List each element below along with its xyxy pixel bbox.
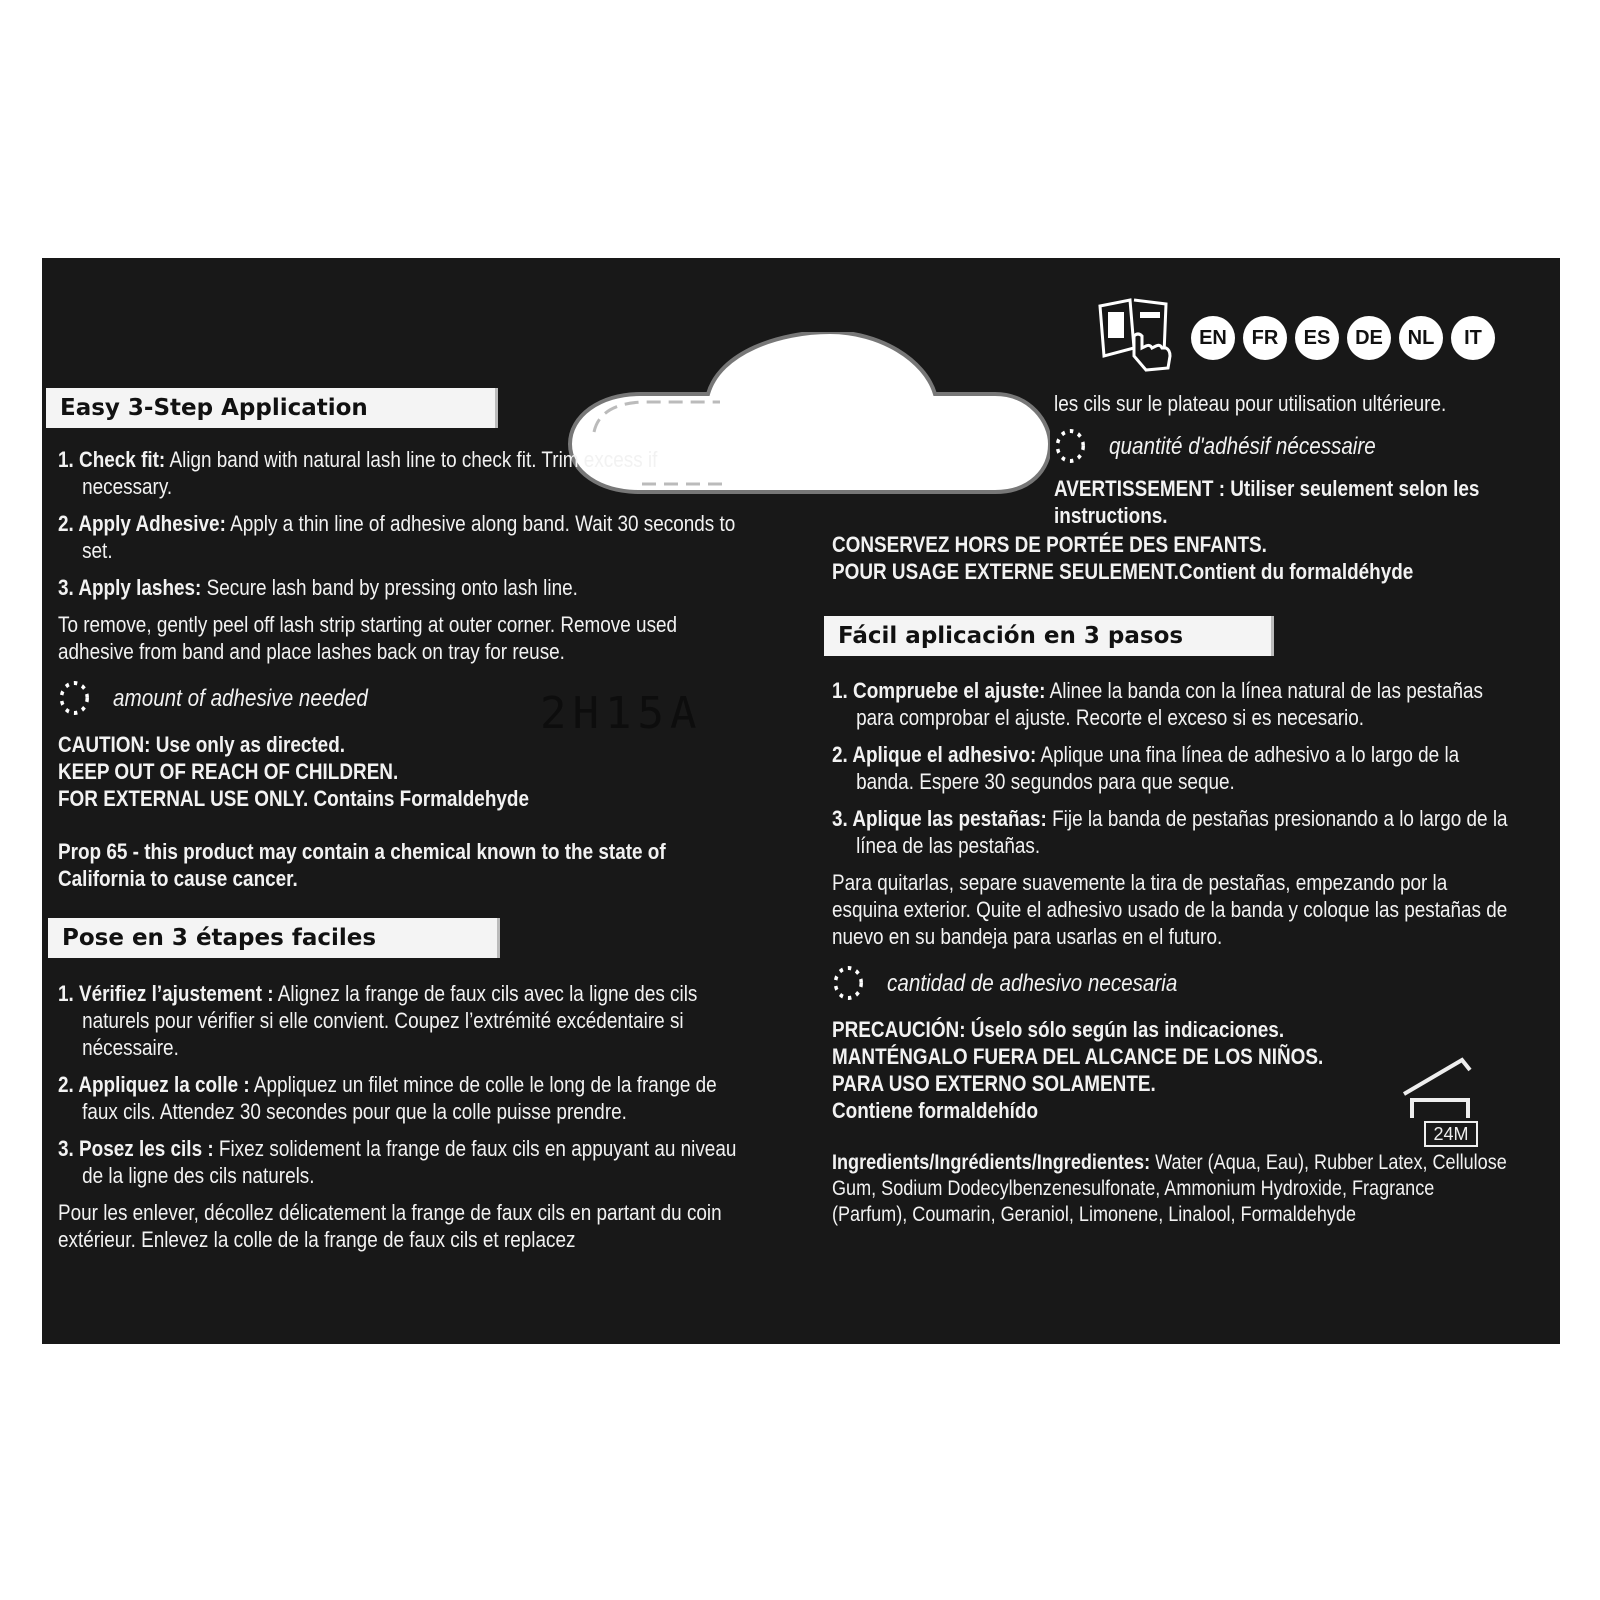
french-remove-text: Pour les enlever, décollez délicatement la frange de faux cils en partant du coin extérieur. Enlevez la colle de la frange de faux cils et replacez — [58, 1200, 722, 1252]
spanish-amount-text: cantidad de adhesivo necesaria — [887, 969, 1178, 997]
heading-french: Pose en 3 étapes faciles — [48, 918, 500, 958]
open-jar-icon — [1400, 1056, 1480, 1120]
spanish-step-2: 2. Aplique el adhesivo: Aplique una fina línea de adhesivo a lo largo de la banda. Espere 30 segundos para que seque. — [832, 742, 1460, 794]
english-warning-caution: CAUTION: Use only as directed. — [58, 732, 346, 757]
lang-badge-nl: NL — [1399, 316, 1443, 360]
lang-badge-en: EN — [1191, 316, 1235, 360]
spanish-step-3: 3. Aplique las pestañas: Fije la banda de pestañas presionando a lo largo de la línea de las pestañas. — [832, 806, 1508, 858]
spanish-step-1: 1. Compruebe el ajuste: Alinee la banda con la línea natural de las pestañas para comprobar el ajuste. Recorte el exceso si es necesario. — [832, 678, 1484, 730]
adhesive-amount-dots-icon — [58, 679, 91, 717]
english-warning-children: KEEP OUT OF REACH OF CHILDREN. — [58, 759, 399, 784]
spanish-remove-text: Para quitarlas, separe suavemente la tira de pestañas, empezando por la esquina exterior. Quite el adhesivo usado de la banda y coloque las pestañas de nuevo en su bandeja para usarlas en el futuro. — [832, 870, 1508, 949]
french-warnings — [832, 531, 1546, 585]
french-step-1: 1. Vérifiez l’ajustement : Alignez la frange de faux cils avec la ligne des cils naturels pour vérifier si elle convient. Coupez l’extrémité excédentaire si nécessaire. — [58, 981, 698, 1060]
spanish-warning-precaucion: PRECAUCIÓN: Úselo sólo según las indicaciones. — [832, 1017, 1285, 1042]
english-remove-text: To remove, gently peel off lash strip starting at outer corner. Remove used adhesive from band and place lashes back on tray for reuse. — [58, 612, 678, 664]
french-amount-text: quantité d'adhésif nécessaire — [1109, 432, 1376, 460]
heading-english: Easy 3-Step Application — [46, 388, 498, 428]
spanish-amount-row — [832, 964, 1511, 1002]
ingredients-label: Ingredients/Ingrédients/Ingredientes: — [832, 1151, 1151, 1174]
ingredients-list — [832, 1150, 1511, 1228]
english-step-1: 1. Check fit: Align band with natural lash line to check fit. Trim excess if necessary. — [58, 447, 658, 499]
heading-spanish: Fácil aplicación en 3 pasos — [824, 616, 1274, 656]
french-step-2: 2. Appliquez la colle : Appliquez un filet mince de colle le long de la frange de faux cils. Attendez 30 secondes pour que la colle puisse prendre. — [58, 1072, 717, 1124]
lang-badge-de: DE — [1347, 316, 1391, 360]
french-warning-external: POUR USAGE EXTERNE SEULEMENT.Contient du formaldéhyde — [832, 559, 1414, 584]
spanish-section — [832, 677, 1511, 1238]
english-amount-row — [58, 679, 737, 717]
lang-badge-fr: FR — [1243, 316, 1287, 360]
french-warning-children: CONSERVEZ HORS DE PORTÉE DES ENFANTS. — [832, 532, 1267, 557]
english-step-2: 2. Apply Adhesive: Apply a thin line of adhesive along band. Wait 30 seconds to set. — [58, 511, 736, 563]
french-amount-row — [1054, 427, 1505, 465]
ingredients-text: Water (Aqua, Eau), Rubber Latex, Cellulose Gum, Sodium Dodecylbenzenesulfonate, Ammonium Hydroxide, Fragrance (Parfum), Coumarin, Geraniol, Limonene, Linalool, Formaldehyde — [832, 1151, 1507, 1226]
lot-code: 2H15A — [540, 688, 703, 739]
pao-label: 24M — [1424, 1121, 1478, 1147]
french-remove-end: les cils sur le plateau pour utilisation ultérieure. — [1054, 391, 1447, 416]
adhesive-amount-dots-icon — [1054, 427, 1087, 465]
spanish-warning-formaldehyde: Contiene formaldehído — [832, 1098, 1039, 1123]
french-step-3: 3. Posez les cils : Fixez solidement la frange de faux cils en appuyant au niveau de la ligne des cils naturels. — [58, 1136, 737, 1188]
manual-touch-icon — [1094, 296, 1176, 378]
french-warning-avertissement: AVERTISSEMENT : Utiliser seulement selon les instructions. — [1054, 476, 1480, 528]
prop65-warning: Prop 65 - this product may contain a chemical known to the state of California to cause cancer. — [58, 839, 666, 891]
english-amount-text: amount of adhesive needed — [113, 684, 368, 712]
english-section — [58, 446, 737, 892]
lang-badge-it: IT — [1451, 316, 1495, 360]
french-section — [58, 980, 737, 1263]
english-warning-external: FOR EXTERNAL USE ONLY. Contains Formaldehyde — [58, 786, 529, 811]
lang-badge-es: ES — [1295, 316, 1339, 360]
spanish-warning-children: MANTÉNGALO FUERA DEL ALCANCE DE LOS NIÑOS. — [832, 1044, 1324, 1069]
french-continuation — [1054, 390, 1505, 529]
spanish-warning-external: PARA USO EXTERNO SOLAMENTE. — [832, 1071, 1156, 1096]
adhesive-amount-dots-icon — [832, 964, 865, 1002]
english-step-3: 3. Apply lashes: Secure lash band by pressing onto lash line. — [58, 575, 578, 600]
